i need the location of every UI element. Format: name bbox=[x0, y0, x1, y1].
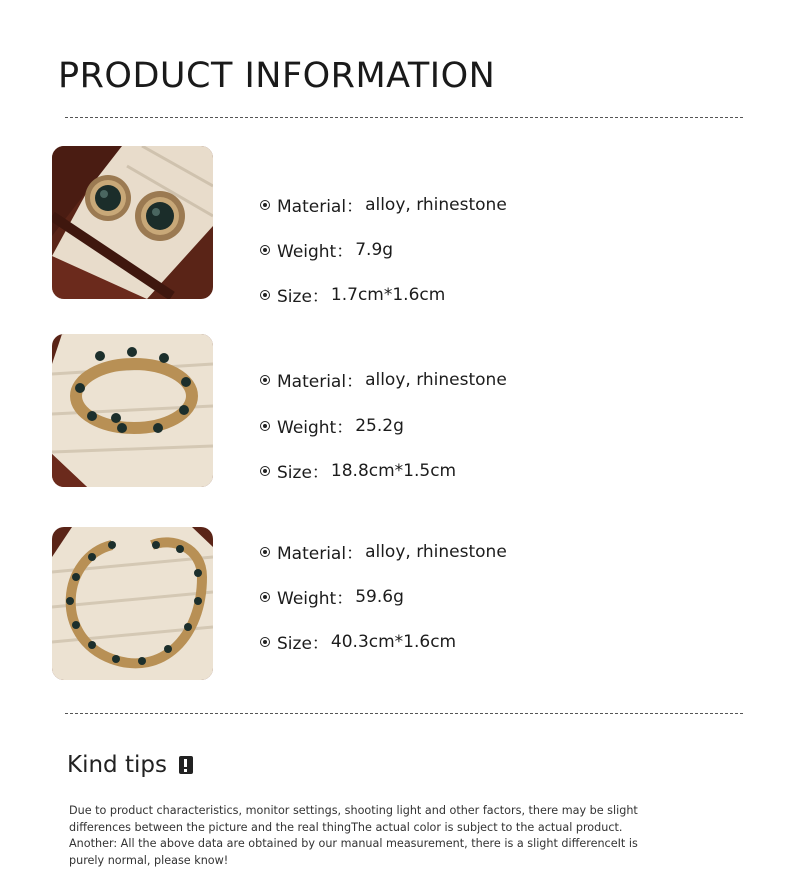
circle-dot-icon bbox=[260, 290, 270, 300]
bottom-divider bbox=[65, 713, 743, 714]
spec-weight: Weight： 7.9g bbox=[260, 237, 393, 262]
kind-tips-text: Due to product characteristics, monitor settings, shooting light and other factors, there may be slight differences between the picture and the real thingThe actual color is subject to the actual product. Another: All the above data are obtained by our manual measurement, there is a slight differenceIt is purely normal, please know! bbox=[69, 804, 638, 867]
circle-dot-icon bbox=[260, 200, 270, 210]
circle-dot-icon bbox=[260, 421, 270, 431]
circle-dot-icon bbox=[260, 637, 270, 647]
top-divider bbox=[65, 117, 743, 118]
bracelet-photo bbox=[52, 334, 213, 487]
spec-weight: Weight： 59.6g bbox=[260, 584, 404, 609]
spec-size: Size： 18.8cm*1.5cm bbox=[260, 458, 456, 483]
kind-tips-heading: Kind tips bbox=[67, 752, 193, 778]
circle-dot-icon bbox=[260, 245, 270, 255]
circle-dot-icon bbox=[260, 547, 270, 557]
spec-material: Material： alloy, rhinestone bbox=[260, 539, 507, 564]
necklace-photo bbox=[52, 527, 213, 680]
spec-size: Size： 40.3cm*1.6cm bbox=[260, 629, 456, 654]
circle-dot-icon bbox=[260, 375, 270, 385]
spec-material: Material： alloy, rhinestone bbox=[260, 367, 507, 392]
exclamation-icon bbox=[179, 756, 193, 774]
spec-weight: Weight： 25.2g bbox=[260, 413, 404, 438]
circle-dot-icon bbox=[260, 466, 270, 476]
earrings-photo bbox=[52, 146, 213, 299]
circle-dot-icon bbox=[260, 592, 270, 602]
page-title: PRODUCT INFORMATION bbox=[58, 56, 496, 96]
spec-size: Size： 1.7cm*1.6cm bbox=[260, 282, 445, 307]
spec-material: Material： alloy, rhinestone bbox=[260, 192, 507, 217]
